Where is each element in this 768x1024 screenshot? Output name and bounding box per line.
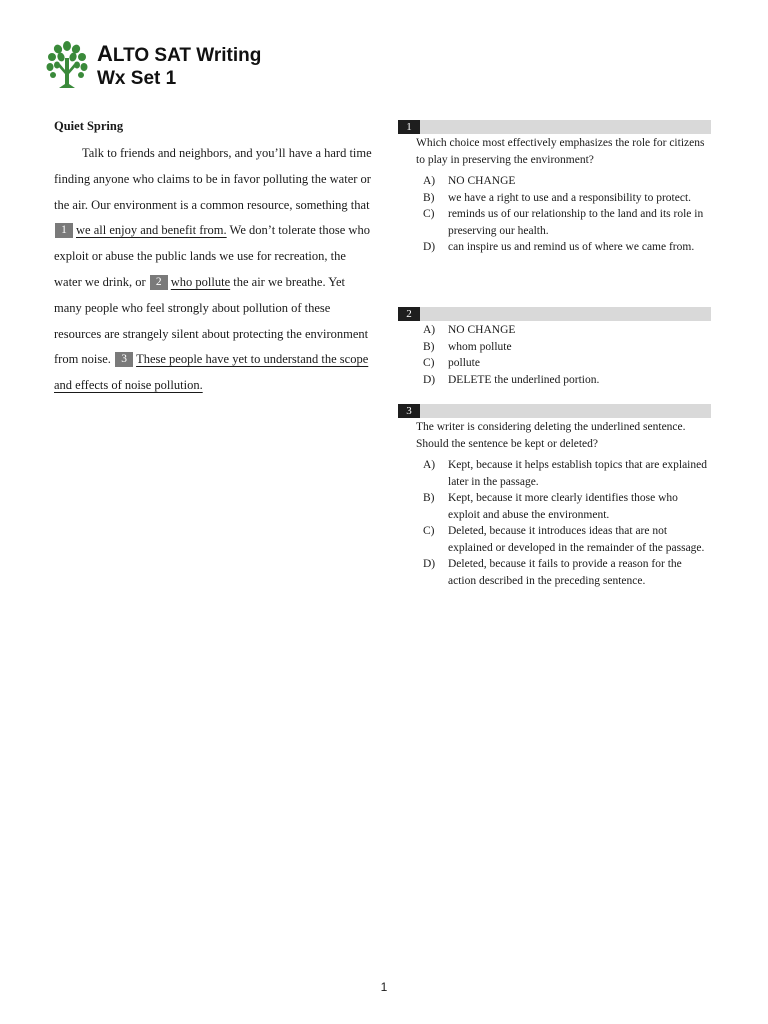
passage-title: Quiet Spring bbox=[54, 119, 124, 133]
document-title bbox=[97, 42, 261, 90]
option-d[interactable] bbox=[398, 239, 711, 256]
title-rest: LTO SAT Writing bbox=[112, 45, 262, 66]
question-header-bar bbox=[398, 404, 711, 418]
option-letter: A) bbox=[423, 324, 436, 336]
question-number: 3 bbox=[398, 404, 420, 418]
title-line-1 bbox=[97, 42, 261, 67]
underlined-portion-3: These people have yet to understand the scope and effects of noise pollution. bbox=[54, 352, 369, 393]
option-text: pollute bbox=[448, 357, 480, 369]
option-b[interactable] bbox=[398, 490, 711, 523]
question-1 bbox=[398, 120, 711, 256]
passage bbox=[54, 118, 372, 399]
option-text: Deleted, because it fails to provide a reason for the action described in the preceding sentence. bbox=[448, 558, 682, 587]
passage-body bbox=[54, 141, 372, 399]
answer-options bbox=[398, 173, 711, 256]
option-a[interactable] bbox=[398, 173, 711, 190]
option-text: whom pollute bbox=[448, 340, 512, 353]
option-text: can inspire us and remind us of where we came from. bbox=[448, 241, 695, 253]
option-text: reminds us of our relationship to the land and its role in preserving our health. bbox=[448, 208, 704, 237]
question-ref-1: 1 bbox=[55, 223, 73, 238]
option-c[interactable] bbox=[398, 206, 711, 239]
answer-options bbox=[398, 322, 711, 388]
option-text: NO CHANGE bbox=[448, 175, 516, 187]
option-c[interactable] bbox=[398, 523, 711, 556]
option-a[interactable] bbox=[398, 322, 711, 339]
option-letter: B) bbox=[423, 340, 435, 353]
option-text: NO CHANGE bbox=[448, 324, 516, 336]
question-ref-3: 3 bbox=[115, 352, 133, 367]
title-line-2: Wx Set 1 bbox=[97, 68, 177, 89]
option-d[interactable] bbox=[398, 556, 711, 589]
tree-logo-icon bbox=[46, 40, 88, 90]
option-b[interactable] bbox=[398, 190, 711, 207]
option-letter: D) bbox=[423, 373, 436, 386]
option-letter: B) bbox=[423, 191, 435, 204]
title-first-letter: A bbox=[97, 41, 113, 66]
option-a[interactable] bbox=[398, 457, 711, 490]
question-header-bar bbox=[398, 120, 711, 134]
option-text: DELETE the underlined portion. bbox=[448, 373, 600, 386]
option-letter: C) bbox=[423, 208, 435, 220]
option-c[interactable] bbox=[398, 355, 711, 372]
option-text: we have a right to use and a responsibility to protect. bbox=[448, 191, 692, 204]
passage-segment-2: We don’t tolerate those who exploit or abuse the public lands we use for recreation, the water we drink, or bbox=[54, 223, 370, 289]
option-text: Kept, because it helps establish topics that are explained later in the passage. bbox=[448, 459, 707, 488]
answer-options bbox=[398, 457, 711, 589]
option-text: Deleted, because it introduces ideas that are not explained or developed in the remainder of the passage. bbox=[448, 525, 705, 554]
option-text: Kept, because it more clearly identifies those who exploit and abuse the environment. bbox=[448, 492, 678, 521]
passage-segment-3: the air we breathe. Yet many people who feel strongly about pollution of these resources are strangely silent about protecting the environment from noise. bbox=[54, 274, 369, 367]
option-letter: B) bbox=[423, 492, 435, 504]
option-letter: C) bbox=[423, 525, 435, 537]
question-number: 1 bbox=[398, 120, 420, 134]
question-stem: The writer is considering deleting the underlined sentence. Should the sentence be kept or deleted? bbox=[416, 421, 686, 450]
question-stem: Which choice most effectively emphasizes the role for citizens to play in preserving the environment? bbox=[416, 137, 705, 166]
question-number: 2 bbox=[398, 307, 420, 321]
option-letter: D) bbox=[423, 241, 436, 253]
underlined-portion-2: who pollute bbox=[170, 274, 231, 289]
option-b[interactable] bbox=[398, 339, 711, 356]
question-header-bar bbox=[398, 307, 711, 321]
underlined-portion-1: we all enjoy and benefit from. bbox=[76, 223, 227, 238]
question-ref-2: 2 bbox=[150, 275, 168, 290]
question-3 bbox=[398, 404, 711, 589]
passage-segment-1: Talk to friends and neighbors, and you’ll have a hard time finding anyone who claims to be in favor polluting the water or the air. Our environment is a common resource, something that bbox=[54, 146, 372, 212]
option-letter: A) bbox=[423, 459, 436, 471]
option-d[interactable] bbox=[398, 372, 711, 389]
option-letter: C) bbox=[423, 357, 435, 369]
page-number: 1 bbox=[380, 980, 388, 994]
option-letter: D) bbox=[423, 558, 436, 570]
question-2 bbox=[398, 307, 711, 388]
option-letter: A) bbox=[423, 175, 436, 187]
